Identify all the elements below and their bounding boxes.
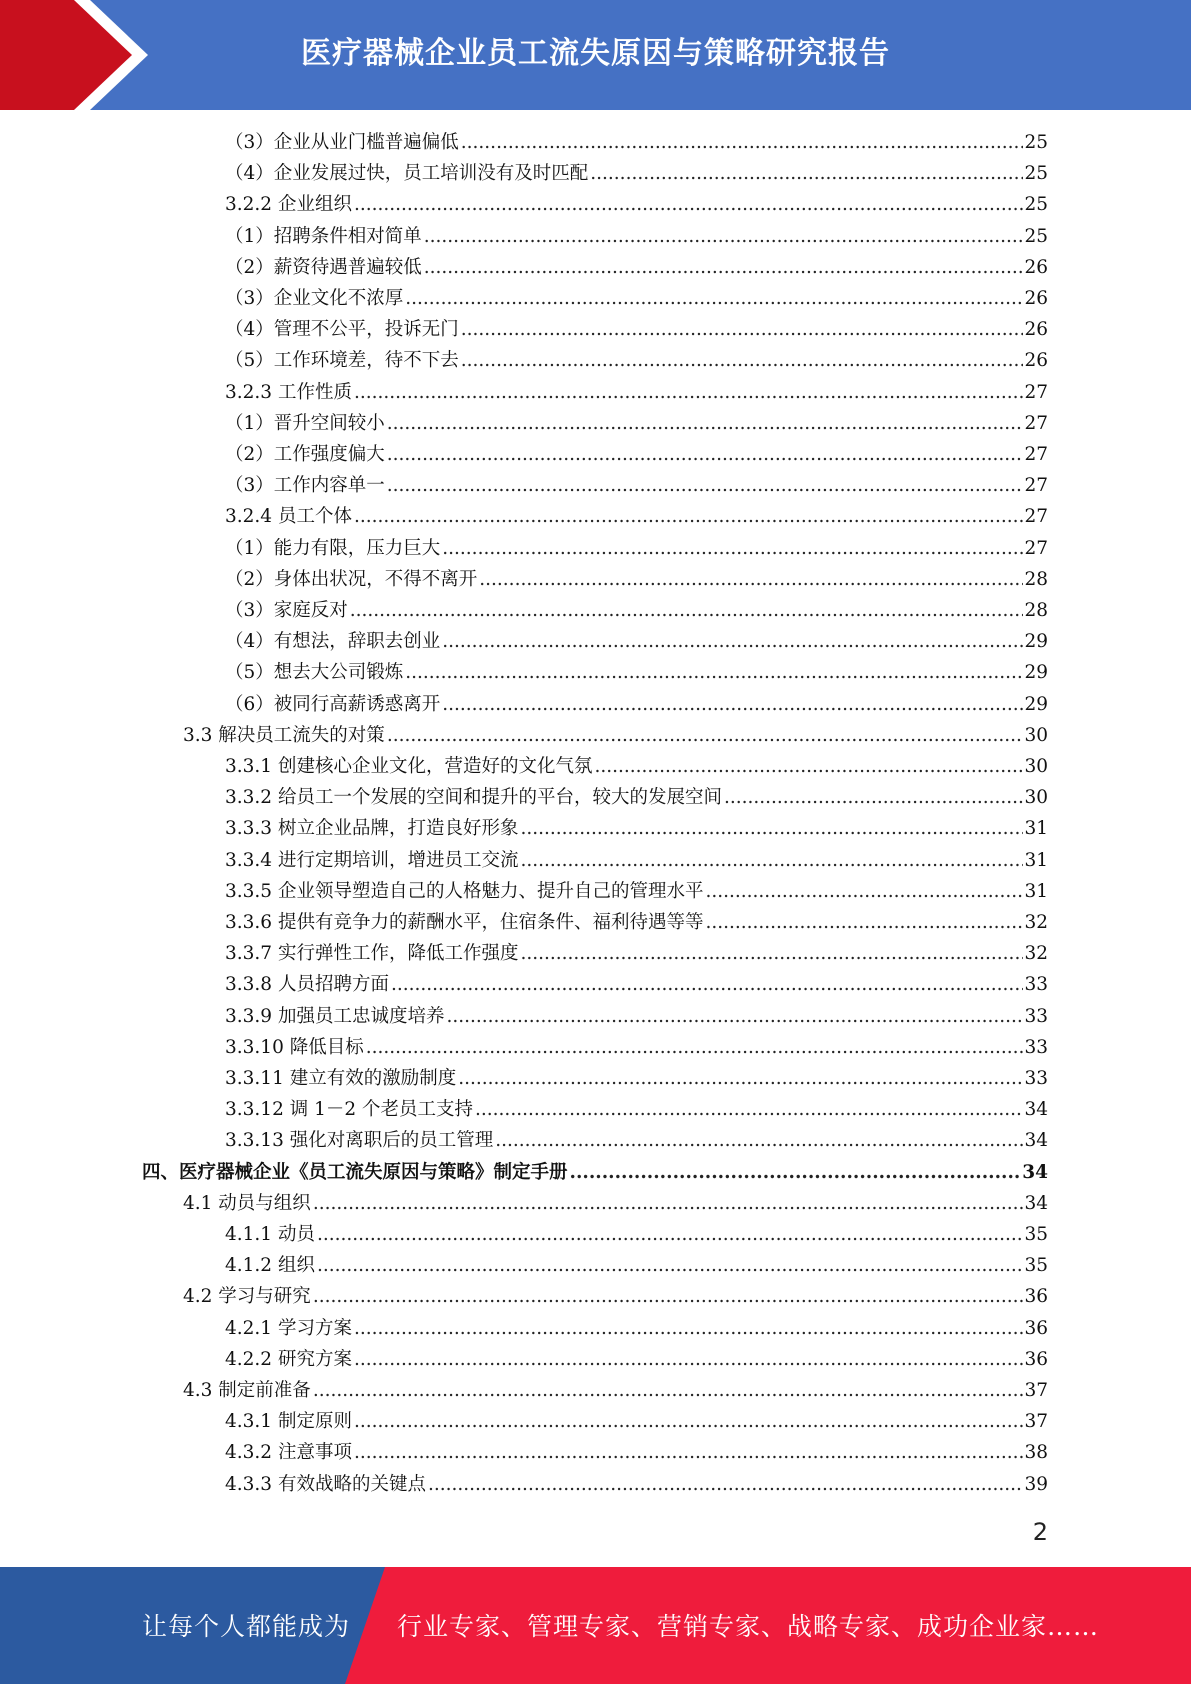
toc-entry-label: （5）想去大公司锻炼 xyxy=(225,662,404,684)
toc-entry[interactable] xyxy=(225,782,1048,813)
toc-entry-label: （2）工作强度偏大 xyxy=(225,444,385,465)
toc-entry-page: 33 xyxy=(1024,1036,1048,1058)
toc-dot-leader xyxy=(475,1094,1023,1125)
toc-entry-page: 37 xyxy=(1024,1380,1048,1401)
toc-entry-label: （4）有想法，辞职去创业 xyxy=(225,631,441,653)
toc-entry-label: 3.3.5 企业领导塑造自己的人格魅力、提升自己的管理水平 xyxy=(225,880,704,902)
toc-dot-leader xyxy=(461,314,1024,345)
toc-entry-page: 29 xyxy=(1024,662,1048,684)
toc-entry-page: 28 xyxy=(1024,568,1048,590)
toc-entry-label: （3）工作内容单一 xyxy=(225,475,385,497)
toc-entry-label: 4.2.1 学习方案 xyxy=(225,1317,352,1339)
toc-dot-leader xyxy=(405,657,1023,688)
toc-entry-page: 34 xyxy=(1024,1130,1048,1152)
toc-entry-page: 29 xyxy=(1024,693,1048,715)
toc-entry[interactable] xyxy=(225,657,1048,688)
toc-entry-label: 3.3.7 实行弹性工作，降低工作强度 xyxy=(225,943,519,965)
toc-entry[interactable] xyxy=(183,1375,1048,1406)
toc-entry-page: 30 xyxy=(1024,724,1048,746)
toc-entry-page: 30 xyxy=(1024,756,1048,777)
toc-dot-leader xyxy=(442,689,1023,720)
toc-entry[interactable] xyxy=(225,845,1048,876)
toc-entry-label: 3.3.3 树立企业品牌，打造良好形象 xyxy=(225,818,519,840)
toc-dot-leader xyxy=(461,127,1024,158)
toc-entry-label: 3.2.3 工作性质 xyxy=(225,381,352,403)
toc-dot-leader xyxy=(590,158,1023,189)
toc-entry-label: 4.3.1 制定原则 xyxy=(225,1411,352,1433)
toc-dot-leader xyxy=(442,626,1023,657)
toc-entry-page: 34 xyxy=(1022,1161,1048,1183)
toc-entry-label: 3.3 解决员工流失的对策 xyxy=(183,724,385,746)
toc-entry-label: 4.3.2 注意事项 xyxy=(225,1442,352,1464)
toc-entry-page: 38 xyxy=(1024,1442,1048,1464)
toc-dot-leader xyxy=(520,813,1023,844)
toc-dot-leader xyxy=(594,751,1023,782)
toc-entry-page: 27 xyxy=(1024,537,1048,559)
toc-dot-leader xyxy=(366,1032,1024,1063)
toc-entry-label: 3.2.4 员工个体 xyxy=(225,506,352,528)
toc-entry-page: 32 xyxy=(1024,912,1048,933)
toc-entry[interactable] xyxy=(225,1313,1048,1344)
toc-entry-label: 4.3 制定前准备 xyxy=(183,1380,311,1401)
toc-entry-label: （5）工作环境差，待不下去 xyxy=(225,350,459,372)
toc-entry-page: 33 xyxy=(1024,974,1048,996)
toc-entry[interactable] xyxy=(225,751,1048,782)
toc-entry[interactable] xyxy=(225,501,1048,532)
toc-entry[interactable] xyxy=(183,1281,1048,1312)
toc-entry-label: 3.3.11 建立有效的激励制度 xyxy=(225,1068,457,1089)
toc-entry-label: （3）企业文化不浓厚 xyxy=(225,288,404,309)
toc-dot-leader xyxy=(354,501,1024,532)
toc-entry[interactable] xyxy=(225,221,1048,252)
toc-entry-label: （3）家庭反对 xyxy=(225,600,348,621)
toc-entry-label: 4.2 学习与研究 xyxy=(183,1286,311,1308)
toc-entry[interactable] xyxy=(225,158,1048,189)
toc-entry[interactable] xyxy=(225,689,1048,720)
toc-entry-label: （6）被同行高薪诱惑离开 xyxy=(225,693,441,715)
toc-dot-leader xyxy=(354,1313,1024,1344)
toc-entry-label: 4.1 动员与组织 xyxy=(183,1192,311,1214)
toc-entry[interactable] xyxy=(225,1063,1048,1094)
toc-dot-leader xyxy=(479,564,1023,595)
toc-dot-leader xyxy=(391,969,1023,1000)
toc-entry-label: 3.3.8 人员招聘方面 xyxy=(225,974,389,996)
toc-entry-label: （2）身体出状况，不得不离开 xyxy=(225,568,478,590)
toc-entry[interactable] xyxy=(225,1094,1048,1125)
toc-entry-page: 27 xyxy=(1024,412,1048,434)
toc-entry[interactable] xyxy=(225,1219,1048,1250)
toc-dot-leader xyxy=(458,1063,1023,1094)
toc-entry[interactable] xyxy=(225,189,1048,220)
toc-entry[interactable] xyxy=(225,314,1048,345)
toc-dot-leader xyxy=(461,345,1024,376)
toc-dot-leader xyxy=(405,283,1023,314)
toc-entry-label: 4.1.2 组织 xyxy=(225,1255,315,1277)
toc-entry[interactable] xyxy=(142,1157,1048,1188)
toc-entry-label: 3.3.2 给员工一个发展的空间和提升的平台，较大的发展空间 xyxy=(225,787,722,809)
toc-entry[interactable] xyxy=(225,1250,1048,1281)
toc-entry-label: 3.3.13 强化对离职后的员工管理 xyxy=(225,1130,494,1152)
toc-entry[interactable] xyxy=(225,1437,1048,1468)
toc-dot-leader xyxy=(520,845,1023,876)
toc-dot-leader xyxy=(446,1001,1023,1032)
toc-entry-label: （4）企业发展过快，员工培训没有及时匹配 xyxy=(225,163,589,185)
toc-entry-page: 34 xyxy=(1024,1099,1048,1121)
toc-entry-page: 31 xyxy=(1024,880,1048,902)
toc-entry[interactable] xyxy=(183,720,1048,751)
toc-dot-leader xyxy=(442,533,1023,564)
toc-dot-leader xyxy=(317,1219,1024,1250)
toc-entry[interactable] xyxy=(225,1344,1048,1375)
toc-dot-leader xyxy=(387,439,1024,470)
toc-entry-page: 31 xyxy=(1024,849,1048,871)
toc-entry-page: 39 xyxy=(1024,1473,1048,1495)
toc-entry[interactable] xyxy=(183,1188,1048,1219)
toc-entry-page: 26 xyxy=(1024,319,1048,341)
toc-entry-page: 27 xyxy=(1024,444,1048,465)
toc-entry-label: （2）薪资待遇普遍较低 xyxy=(225,256,422,278)
toc-entry-page: 25 xyxy=(1024,194,1048,216)
toc-dot-leader xyxy=(387,408,1024,439)
toc-entry[interactable] xyxy=(225,907,1048,938)
toc-dot-leader xyxy=(428,1469,1023,1500)
page-number: 2 xyxy=(1032,1518,1048,1546)
toc-entry-label: 3.3.12 调 1－2 个老员工支持 xyxy=(225,1099,474,1121)
toc-dot-leader xyxy=(705,907,1023,938)
page-footer xyxy=(0,1567,1191,1684)
header-title: 医疗器械企业员工流失原因与策略研究报告 xyxy=(301,36,890,71)
toc-entry-label: （1）招聘条件相对简单 xyxy=(225,225,422,247)
toc-entry[interactable] xyxy=(225,252,1048,283)
toc-entry-label: 四、医疗器械企业《员工流失原因与策略》制定手册 xyxy=(142,1161,568,1183)
toc-entry[interactable] xyxy=(225,127,1048,158)
toc-entry[interactable] xyxy=(225,408,1048,439)
toc-entry[interactable] xyxy=(225,1125,1048,1156)
toc-entry-label: 4.3.3 有效战略的关键点 xyxy=(225,1473,426,1495)
toc-entry-page: 26 xyxy=(1024,256,1048,278)
toc-entry-page: 37 xyxy=(1024,1411,1048,1433)
toc-entry-page: 32 xyxy=(1024,943,1048,965)
toc-entry[interactable] xyxy=(225,1001,1048,1032)
toc-dot-leader xyxy=(354,1437,1024,1468)
toc-dot-leader xyxy=(570,1157,1022,1188)
toc-entry-page: 35 xyxy=(1024,1224,1048,1245)
toc-entry-page: 27 xyxy=(1024,506,1048,528)
toc-entry-label: 4.2.2 研究方案 xyxy=(225,1348,352,1370)
toc-dot-leader xyxy=(387,470,1024,501)
toc-entry[interactable] xyxy=(225,876,1048,907)
toc-entry-page: 25 xyxy=(1024,163,1048,185)
toc-dot-leader xyxy=(424,221,1024,252)
toc-entry-page: 29 xyxy=(1024,631,1048,653)
toc-entry[interactable] xyxy=(225,626,1048,657)
toc-entry-label: 3.3.9 加强员工忠诚度培养 xyxy=(225,1005,445,1027)
toc-entry-page: 36 xyxy=(1024,1286,1048,1308)
toc-entry[interactable] xyxy=(225,439,1048,470)
toc-entry-label: 3.3.1 创建核心企业文化，营造好的文化气氛 xyxy=(225,756,593,777)
toc-dot-leader xyxy=(705,876,1023,907)
toc-entry-label: （3）企业从业门槛普遍偏低 xyxy=(225,132,459,153)
toc-entry[interactable] xyxy=(225,533,1048,564)
toc-entry[interactable] xyxy=(225,595,1048,626)
toc-entry[interactable] xyxy=(225,345,1048,376)
toc-entry-label: （1）能力有限，压力巨大 xyxy=(225,537,441,559)
toc-dot-leader xyxy=(354,377,1024,408)
toc-entry-page: 28 xyxy=(1024,600,1048,621)
toc-entry-page: 25 xyxy=(1024,132,1048,153)
toc-dot-leader xyxy=(317,1250,1024,1281)
toc-dot-leader xyxy=(387,720,1024,751)
toc-entry-page: 27 xyxy=(1024,475,1048,497)
toc-entry[interactable] xyxy=(225,283,1048,314)
toc-entry-page: 33 xyxy=(1024,1005,1048,1027)
toc-dot-leader xyxy=(354,1344,1024,1375)
toc-entry-page: 27 xyxy=(1024,381,1048,403)
toc-entry-page: 33 xyxy=(1024,1068,1048,1089)
toc-entry[interactable] xyxy=(225,1469,1048,1500)
toc-entry[interactable] xyxy=(225,938,1048,969)
toc-entry-page: 26 xyxy=(1024,350,1048,372)
toc-entry-label: 3.2.2 企业组织 xyxy=(225,194,352,216)
toc-entry-page: 25 xyxy=(1024,225,1048,247)
toc-entry[interactable] xyxy=(225,813,1048,844)
toc-entry-label: 3.3.10 降低目标 xyxy=(225,1036,364,1058)
toc-entry-page: 36 xyxy=(1024,1317,1048,1339)
toc-entry-page: 31 xyxy=(1024,818,1048,840)
page-header xyxy=(0,0,1191,110)
toc-entry-label: 4.1.1 动员 xyxy=(225,1224,315,1245)
toc-dot-leader xyxy=(313,1188,1024,1219)
toc-dot-leader xyxy=(350,595,1024,626)
toc-entry[interactable] xyxy=(225,564,1048,595)
toc-entry[interactable] xyxy=(225,377,1048,408)
toc-dot-leader xyxy=(495,1125,1023,1156)
footer-slogan-left: 让每个人都能成为 xyxy=(142,1612,351,1641)
toc-entry-page: 35 xyxy=(1024,1255,1048,1277)
toc-dot-leader xyxy=(313,1281,1024,1312)
toc-entry[interactable] xyxy=(225,1406,1048,1437)
toc-dot-leader xyxy=(313,1375,1024,1406)
toc-dot-leader xyxy=(354,1406,1024,1437)
toc-entry[interactable] xyxy=(225,969,1048,1000)
toc-entry-page: 36 xyxy=(1024,1348,1048,1370)
toc-dot-leader xyxy=(724,782,1023,813)
footer-slogan-right: 行业专家、管理专家、营销专家、战略专家、成功企业家…… xyxy=(397,1612,1100,1641)
toc-entry[interactable] xyxy=(225,1032,1048,1063)
toc-entry-label: 3.3.4 进行定期培训，增进员工交流 xyxy=(225,849,519,871)
toc-entry-page: 34 xyxy=(1024,1192,1048,1214)
toc-dot-leader xyxy=(424,252,1024,283)
toc-dot-leader xyxy=(520,938,1023,969)
toc-entry-label: 3.3.6 提供有竞争力的薪酬水平，住宿条件、福利待遇等等 xyxy=(225,912,704,933)
toc-entry-page: 26 xyxy=(1024,288,1048,309)
toc-dot-leader xyxy=(354,189,1024,220)
toc-entry-label: （4）管理不公平，投诉无门 xyxy=(225,319,459,341)
toc-entry-page: 30 xyxy=(1024,787,1048,809)
toc-entry-label: （1）晋升空间较小 xyxy=(225,412,385,434)
toc-entry[interactable] xyxy=(225,470,1048,501)
